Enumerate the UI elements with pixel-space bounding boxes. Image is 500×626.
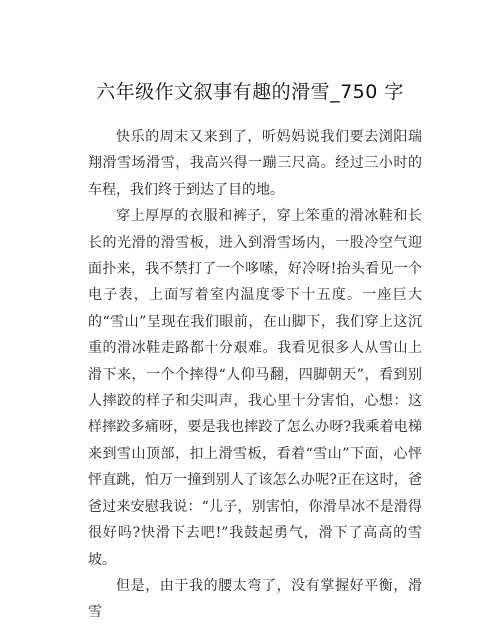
paragraph-2: 穿上厚厚的衣服和裤子，穿上笨重的滑冰鞋和长长的光滑的滑雪板，进入到滑雪场内，一股冷空气迎面扑来，我不禁打了一个哆嗦，好冷呀!抬头看见一个电子表，上面写着室内温度零下十五度。一座巨大的“雪山”呈现在我们眼前，在山脚下，我们穿上这沉重的滑冰鞋走路都十分艰难。我看见很多人从雪山上滑下来，一个个摔得“人仰马翻，四脚朝天”，看到别人摔跤的样子和尖叫声，我心里十分害怕，心想：这样摔跤多痛呀，要是我也摔跤了怎么办呀?我乘着电梯来到雪山顶部，扣上滑雪板，看着“雪山”下面，心怦怦直跳，怕万一撞到别人了该怎么办呢?正在这时，爸爸过来安慰我说：“儿子，别害怕，你滑旱冰不是滑得很好吗?快滑下去吧!”我鼓起勇气，滑下了高高的雪坡。	[88, 208, 422, 568]
paragraph-3: 但是，由于我的腰太弯了，没有掌握好平衡，滑雪	[88, 577, 422, 621]
paragraph-1: 快乐的周末又来到了，听妈妈说我们要去浏阳瑞翔滑雪场滑雪，我高兴得一蹦三尺高。经过三小时的车程，我们终于到达了目的地。	[88, 129, 422, 198]
article-body	[88, 124, 422, 626]
article-title: 六年级作文叙事有趣的滑雪_750 字	[96, 80, 404, 103]
